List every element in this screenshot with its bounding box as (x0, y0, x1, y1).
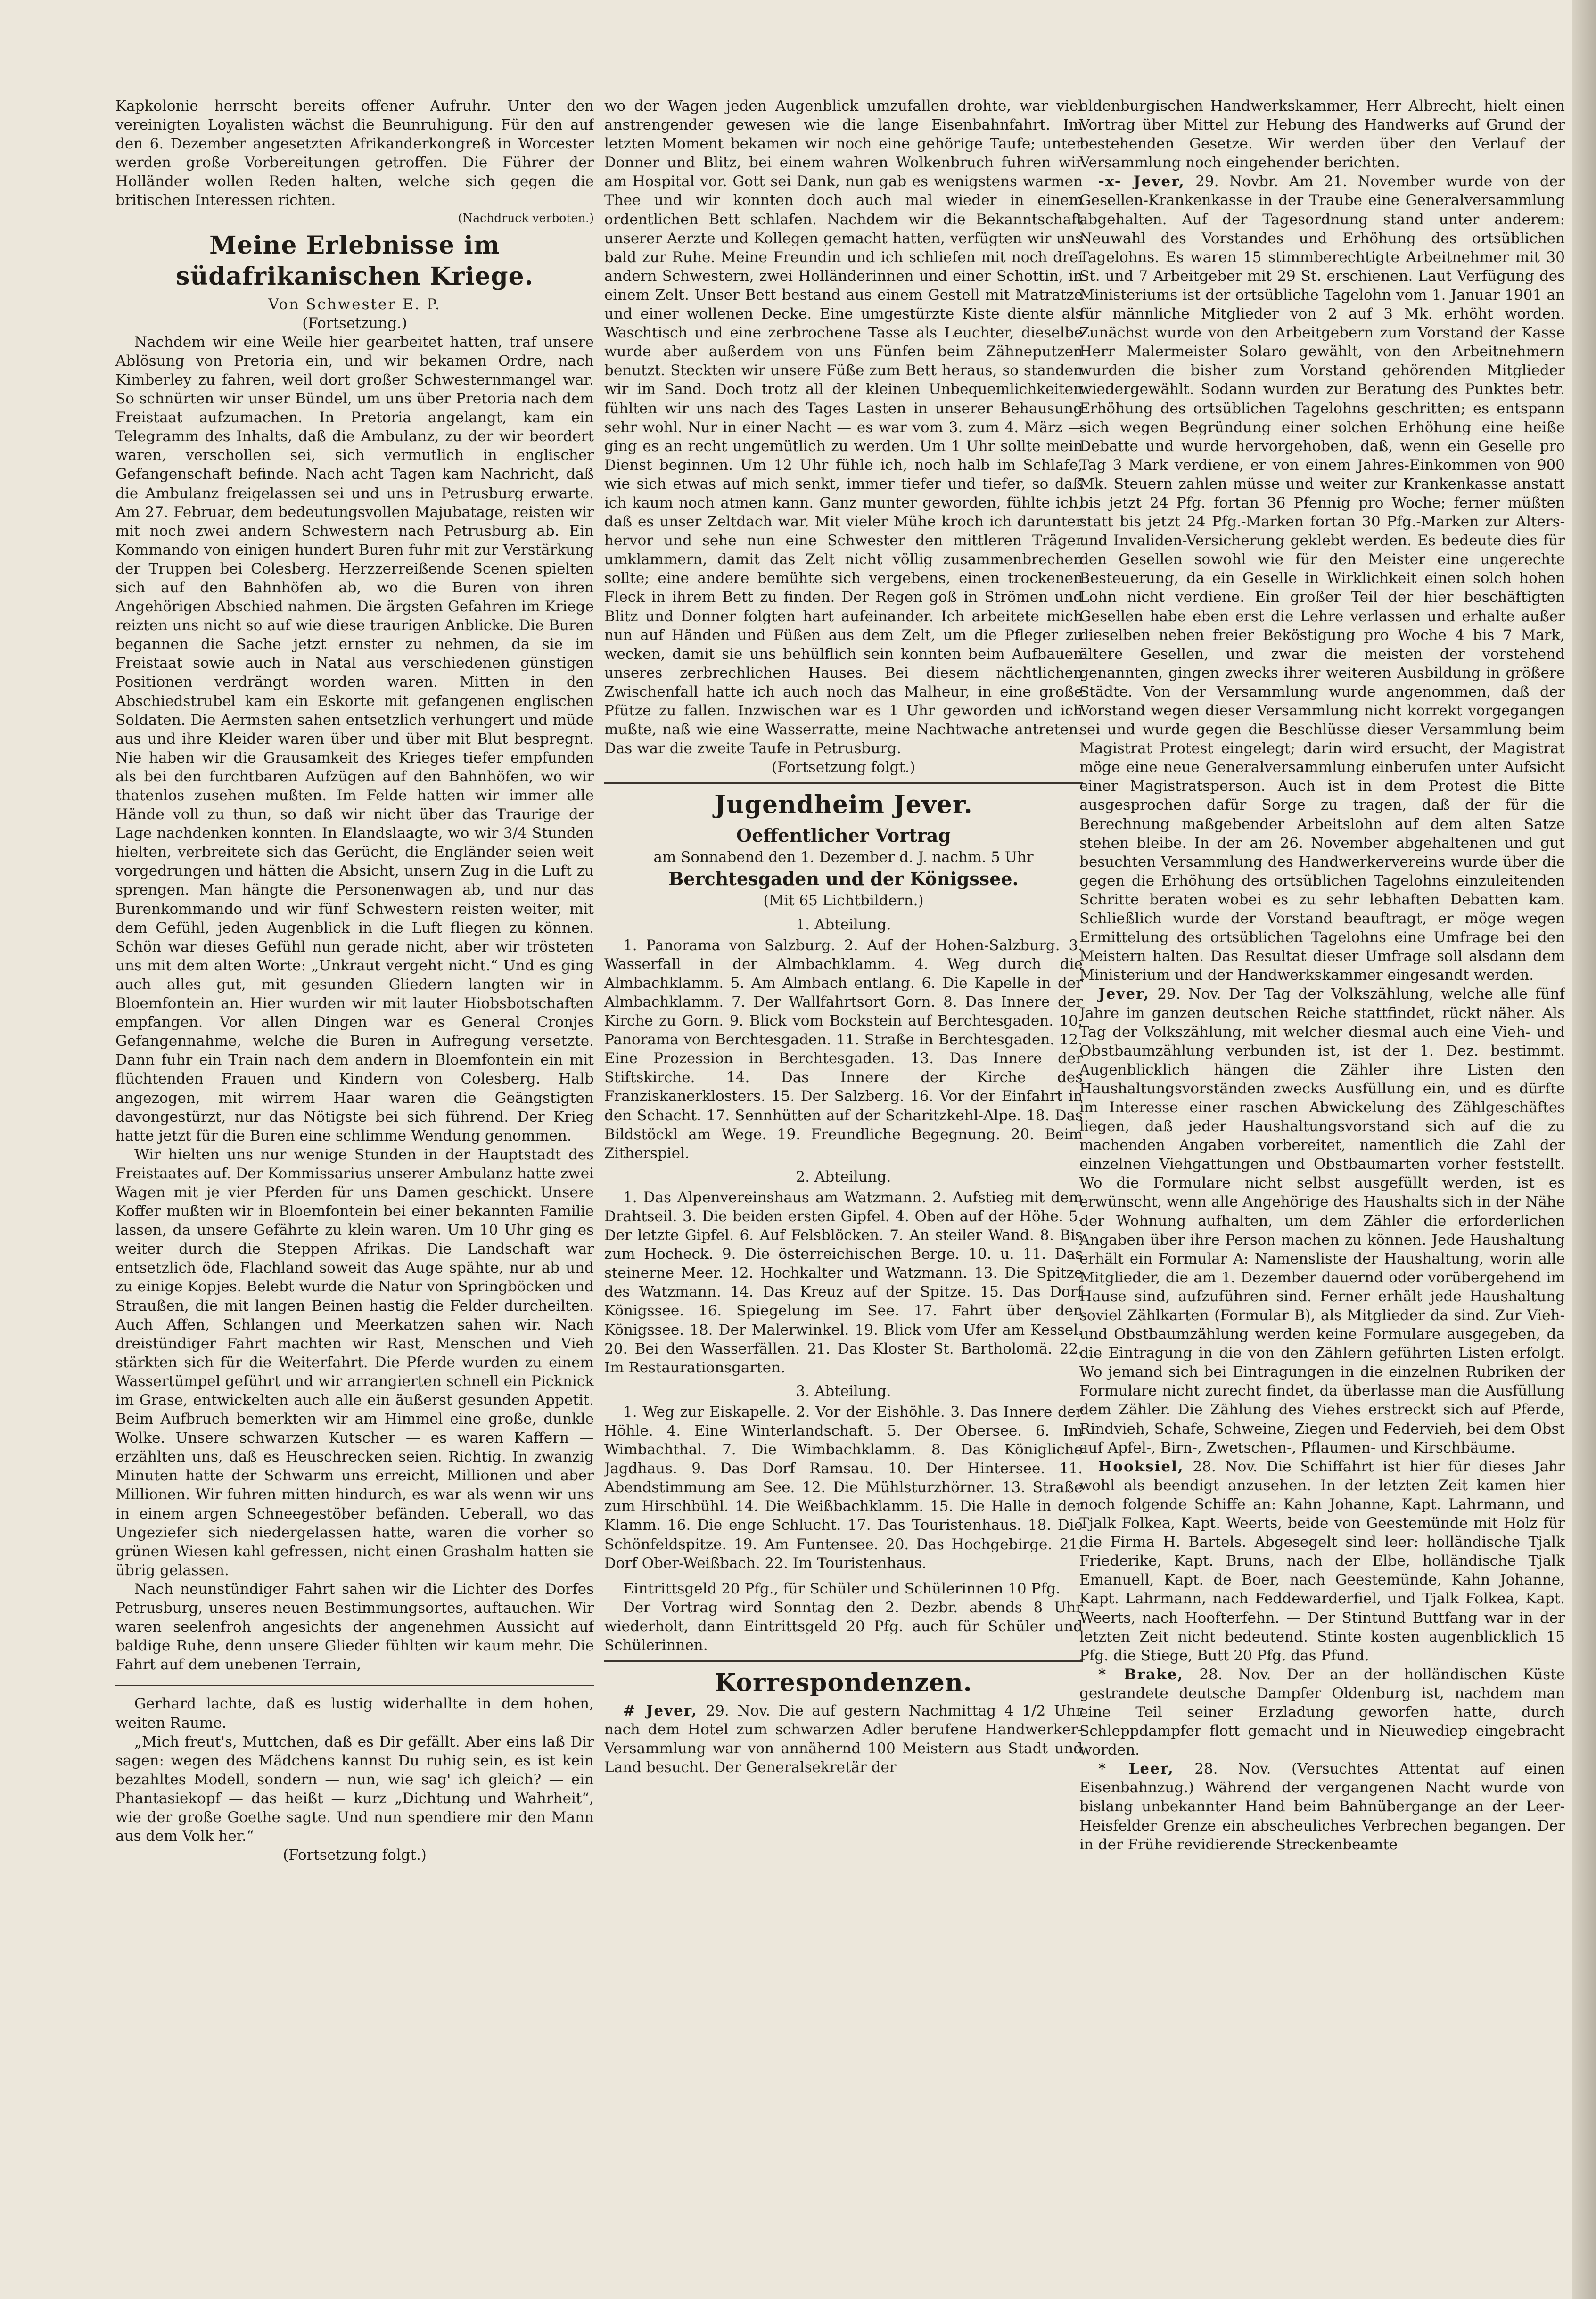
place-name: Jever, (1098, 985, 1150, 1003)
article-paragraph: Nach neunstündiger Fahrt sahen wir die Lichter des Dorfes Petrusburg, unseres neuen Bestimmungsortes, auftauchen. Wir waren seelenfroh angesichts der angenehmen Aussicht auf baldige Ruhe, denn unsere Glieder fühlten wir kaum mehr. Die Fahrt auf dem unebenen Terrain, (115, 1580, 594, 1674)
correspondence-title: Korrespondenzen. (715, 1668, 972, 1698)
ad-title: Jugendheim Jever. (714, 790, 973, 820)
place-name: Hooksiel, (1098, 1458, 1184, 1475)
section-title: 2. Abteilung. (796, 1168, 891, 1185)
column-2 (604, 97, 1083, 2265)
article-paragraph: wo der Wagen jeden Augenblick umzufallen drohte, war viel anstrengender gewesen wie die lange Eisenbahnfahrt. Im letzten Moment bekamen wir noch eine gehörige Taufe; unter Donner und Blitz, bei einem wahren Wolkenbruch fuhren wir am Hospital vor. Gott sei Dank, nun gab es wenigstens warmen Thee und wir konnten doch auch mal wieder in einem ordentlichen Bett schlafen. Nachdem wir die Bekanntschaft unserer Aerzte und Kollegen gemacht hatten, verfügten wir uns bald zur Ruhe. Meine Freundin und ich schliefen mit noch drei andern Schwestern, zwei Holländerinnen und einer Schottin, in einem Zelt. Unser Bett bestand aus einem Gestell mit Matratze und einer wollenen Decke. Eine umgestürzte Kiste diente als Waschtisch und eine zerbrochene Tasse als Leuchter, dieselbe wurde aber außerdem von uns Fünfen beim Zähneputzen benutzt. Steckten wir unsere Füße zum Bett heraus, so standen wir im Sand. Doch trotz all der kleinen Unbequemlichkeiten fühlten wir uns nach des Tages Lasten in unserer Behausung sehr wohl. Nur in einer Nacht — es war vom 3. zum 4. März — ging es an recht ungemütlich zu werden. Um 1 Uhr sollte mein Dienst beginnen. Um 12 Uhr fühle ich, noch halb im Schlafe, wie sich etwas auf mich senkt, immer tiefer und tiefer, so daß ich kaum noch atmen kann. Ganz munter geworden, fühlte ich, daß es unser Zeltdach war. Mit vieler Mühe kroch ich darunter hervor und sehe nun eine Schwester den mittleren Träger umklammern, damit das Zelt nicht völlig zusammenbrechen sollte; eine andere bemühte sich vergebens, einen trockenen Fleck in ihrem Bett zu finden. Der Regen goß in Strömen und Blitz und Donner folgten hart aufeinander. Ich arbeitete mich nun auf Händen und Füßen aus dem Zelt, um die Pfleger zu wecken, damit sie uns behülflich sein konnten beim Aufbauen unseres zerbrechlichen Hauses. Bei diesem nächtlichen Zwischenfall hatte ich auch noch das Malheur, in eine große Pfütze zu fallen. Inzwischen war es 1 Uhr geworden und ich mußte, naß wie eine Wasserratte, meine Nachtwache antreten. Das war die zweite Taufe in Petrusburg. (604, 98, 1083, 757)
section-title: 3. Abteilung. (796, 1382, 891, 1400)
section-title: 1. Abteilung. (796, 916, 891, 933)
place-name: # Jever, (623, 1702, 698, 1720)
news-paragraph: oldenburgischen Handwerkskammer, Herr Albrecht, hielt einen Vortrag über Mittel zur Hebung des Handwerks auf Grund der bestehenden Gesetze. Wir werden über den Verlauf der Versammlung noch eingehender berichten. (1079, 98, 1565, 172)
news-paragraph (1079, 1759, 1565, 1854)
column-1 (115, 97, 594, 2265)
place-name: * Leer, (1098, 1760, 1174, 1778)
correspondence-paragraph (604, 1701, 1083, 1777)
news-text: 28. Nov. Der an der holländischen Küste gestrandete deutsche Dampfer Oldenburg ist, nachdem man eine Teil seiner Erzladung geworfen hatte, durch Schleppdampfer flott gemacht und in Nieuwediep eingebracht worden. (1079, 1666, 1565, 1759)
program-list: 1. Panorama von Salzburg. 2. Auf der Hohen-Salzburg. 3. Wasserfall in der Almbachklamm. 4. Weg durch die Almbachklamm. 5. Am Almbach entlang. 6. Die Kapelle in der Almbachklamm. 7. Der Wallfahrtsort Gorn. 8. Das Innere der Kirche zu Gorn. 9. Blick vom Bockstein auf Berchtesgaden. 10. Panorama von Berchtesgaden. 11. Straße in Berchtesgaden. 12. Eine Prozession in Berchtesgaden. 13. Das Innere der Stiftskirche. 14. Das Innere der Kirche des Franziskanerklosters. 15. Der Salzberg. 16. Vor der Einfahrt in den Schacht. 17. Sennhütten auf der Scharitzkehl-Alpe. 18. Das Bildstöckl am Wege. 19. Freundliche Begegnung. 20. Beim Zitherspiel. (604, 936, 1083, 1162)
place-name: -x- Jever, (1098, 173, 1185, 190)
news-text: 29. Nov. Der Tag der Volkszählung, welche alle fünf Jahre im ganzen deutschen Reiche stattfindet, rückt näher. Als Tag der Volkszählung, mit welcher diesmal auch eine Vieh- und Obstbaumzählung verbunden ist, ist der 1. Dez. bestimmt. Augenblicklich hängen die Zähler ihre Listen den Haushaltungsvorständen zwecks Ausfüllung ein, und es dürfte im Interesse einer raschen Abwickelung des Zählgeschäftes liegen, daß jeder Haushaltungsvorstand sich auf die zu machenden Angaben vorbereitet, namentlich die Zahl der einzelnen Viehgattungen und Obstbaumarten vorher feststellt. Wo die Formulare nicht selbst ausgefüllt werden, ist es erwünscht, wenn alle Angehörige des Haushalts sich in der Nähe der Wohnung aufhalten, um dem Zähler die erforderlichen Angaben über ihre Person machen zu können. Jede Haushaltung erhält ein Formular A: Namensliste der Haushaltung, worin alle Mitglieder, die am 1. Dezember dauernd oder vorübergehend im Hause sind, aufzuführen sind. Ferner erhält jede Haushaltung soviel Zählkarten (Formular B), als Mitglieder da sind. Zur Vieh- und Obstbaumzählung werden keine Formulare ausgegeben, da die Eintragung in die von den Zählern geführten Listen erfolgt. Wo jemand sich bei Eintragungen in die einzelnen Rubriken der Formulare nicht zurecht findet, da überlasse man die Ausfüllung dem Zähler. Die Zählung des Viehes erstreckt sich auf Pferde, Rindvieh, Schafe, Schweine, Ziegen und Federvieh, bei dem Obst auf Apfel-, Birn-, Zwetschen-, Pflaumen- und Kirschbäume. (1079, 985, 1565, 1456)
continued-note: (Fortsetzung folgt.) (283, 1847, 427, 1864)
ad-topic: Berchtesgaden und der Königssee. (668, 868, 1019, 890)
ad-images: (Mit 65 Lichtbildern.) (763, 892, 924, 910)
ad-subtitle: Oeffentlicher Vortrag (736, 825, 951, 846)
reprint-note: (Nachdruck verboten.) (458, 211, 594, 225)
news-paragraph (1079, 1457, 1565, 1665)
article-paragraph: Nachdem wir eine Weile hier gearbeitet hatten, traf unsere Ablösung von Pretoria ein, und wir bekamen Ordre, nach Kimberley zu fahren, weil dort großer Schwesternmangel war. So schnürten wir unser Bündel, um uns über Pretoria nach dem Freistaat aufzumachen. In Pretoria angelangt, kam ein Telegramm des Inhalts, daß die Ambulanz, zu der wir beordert waren, verschollen sei, sich vermutlich in englischer Gefangenschaft befinde. Nach acht Tagen kam Nachricht, daß die Ambulanz freigelassen sei und uns in Petrusburg erwarte. Am 27. Februar, dem bedeutungsvollen Majubatage, reisten wir mit noch zwei andern Schwestern nach Petrusburg ab. Ein Kommando von einigen hundert Buren fuhr mit zur Verstärkung der Truppen bei Colesberg. Herzzerreißende Scenen spielten sich auf den Bahnhöfen ab, wo die Buren von ihren Angehörigen Abschied nahmen. Die ärgsten Gefahren im Kriege reizten uns nicht so auf wie diese traurigen Anblicke. Die Buren begannen die Sache jetzt ernster zu nehmen, da sie im Freistaat sowie auch in Natal aus verschiedenen günstigen Positionen verdrängt worden waren. Mitten in den Abschiedstrubel kam ein Eskorte mit gefangenen englischen Soldaten. Die Aermsten sahen entsetzlich verhungert und müde aus und ihre Kleider waren über und über mit Blut bespregnt. Nie haben wir die Grausamkeit des Krieges tiefer empfunden als bei den furchtbaren Aufzügen auf den Bahnhöfen, wo wir thatenlos zusehen mußten. Im Felde hatten wir immer alle Hände voll zu thun, so daß wir nicht über das Traurige der Lage nachdenken konnten. In Elandslaagte, wo wir 3/4 Stunden hielten, verbreitete sich das Gerücht, die Engländer seien weit vorgedrungen und hätten die Absicht, unsern Zug in die Luft zu sprengen. Man hängte die Personenwagen ab, und nur das Burenkommando und wir fünf Schwestern reisten weiter, mit dem Gefühl, jeden Augenblick in die Luft fliegen zu können. Schön war dieses Gefühl nun gerade nicht, aber wir trösteten uns mit dem alten Worte: „Unkraut vergeht nicht.“ Und es ging auch alles gut, mit gesunden Gliedern langten wir in Bloemfontein an. Hier wurden wir mit lauter Hiobsbotschaften empfangen. Vor allen Dingen war es General Cronjes Gefangennahme, welche die Buren in Aufregung versetzte. Dann fuhr ein Train nach dem andern in Bloemfontein ein mit flüchtenden Frauen und Kindern von Colesberg. Halb angezogen, mit wirrem Haar waren die Geängstigten davongestürzt, nur das Nötigste bei sich führend. Der Krieg hatte jetzt für die Buren eine schlimme Wendung genommen. (115, 333, 594, 1144)
entry-fee: Eintrittsgeld 20 Pfg., für Schüler und Schülerinnen 10 Pfg. (623, 1580, 1061, 1597)
article-paragraph: Wir hielten uns nur wenige Stunden in der Hauptstadt des Freistaates auf. Der Kommissarius unserer Ambulanz hatte zwei Wagen mit je vier Pferden für uns Damen geschickt. Unsere Koffer mußten wir in Bloemfontein bei einer bekannten Familie lassen, da unsere Gefährte zu klein waren. Um 10 Uhr ging es weiter durch die Steppen Afrikas. Die Landschaft war entsetzlich öde, Flachland soweit das Auge spähte, nur ab und zu einige Kopjes. Belebt wurde die Natur von Springböcken und Straußen, die mit langen Beinen hastig die Felder durcheilten. Auch Affen, Schlangen und Meerkatzen sahen wir. Nach dreistündiger Fahrt machten wir Rast, Menschen und Vieh stärkten sich für die Weiterfahrt. Die Pferde wurden zu einem Wassertümpel geführt und wir arrangierten schnell ein Picknick im Grase, entwickelten auch alle ein äußerst gesunden Appetit. Beim Aufbruch bemerkten wir am Himmel eine große, dunkle Wolke. Unsere schwarzen Kutscher — es waren Kaffern — erzählten uns, daß es Heuschrecken seien. Richtig. In zwanzig Minuten hatte der Schwarm uns erreicht, Millionen und aber Millionen. Wir fuhren mitten hindurch, es war als wenn wir uns in einem argen Schneegestöber befänden. Ueberall, wo das Ungeziefer sich niedergelassen hatte, waren die vorher so grünen Wiesen kahl gefressen, nicht einen Grashalm hatten sie übrig gelassen. (115, 1146, 594, 1579)
article-title: Meine Erlebnisse im südafrikanischen Kriege. (176, 230, 534, 291)
news-paragraph (1079, 172, 1565, 985)
section-divider (115, 1683, 594, 1686)
page-edge (1572, 0, 1596, 2299)
feuilleton-paragraph: „Mich freut's, Muttchen, daß es Dir gefällt. Aber eins laß Dir sagen: wegen des Mädchens kannst Du ruhig sein, es ist kein bezahltes Modell, sondern — nun, wie sag' ich gleich? — ein Phantasiekopf — das heißt — kurz „Dichtung und Wahrheit“, wie der große Goethe sagte. Und nun spendiere mir den Mann aus dem Volk her.“ (115, 1733, 594, 1845)
program-list: 1. Weg zur Eiskapelle. 2. Vor der Eishöhle. 3. Das Innere der Höhle. 4. Eine Winterlandschaft. 5. Der Obersee. 6. Im Wimbachthal. 7. Die Wimbachklamm. 8. Das Königliche Jagdhaus. 9. Das Dorf Ramsau. 10. Der Hintersee. 11. Abendstimmung am See. 12. Die Mühlsturzhörner. 13. Straße zum Hirschbühl. 14. Die Weißbachklamm. 15. Die Halle in der Klamm. 16. Die enge Schlucht. 17. Das Touristenhaus. 18. Die Schönfeldspitze. 19. Am Funtensee. 20. Das Hochgebirge. 21. Dorf Ober-Weißbach. 22. Im Touristenhaus. (604, 1403, 1083, 1572)
repeat-note: Der Vortrag wird Sonntag den 2. Dezbr. abends 8 Uhr wiederholt, dann Eintrittsgeld 20 Pfg. auch für Schüler und Schülerinnen. (604, 1599, 1083, 1654)
correspondence-text: 29. Nov. Die auf gestern Nachmittag 4 1/2 Uhr nach dem Hotel zum schwarzen Adler berufene Handwerker-Versammlung war von annähernd 100 Meistern aus Stadt und Land besucht. Der Generalsekretär der (604, 1702, 1083, 1776)
news-paragraph (1079, 1665, 1565, 1759)
ad-date: am Sonnabend den 1. Dezember d. J. nachm. 5 Uhr (653, 849, 1034, 866)
continued-note: (Fortsetzung folgt.) (772, 759, 915, 776)
news-paragraph (1079, 985, 1565, 1457)
feuilleton-paragraph: Gerhard lachte, daß es lustig widerhallte in dem hohen, weiten Raume. (115, 1695, 594, 1732)
news-text: 28. Nov. Die Schiffahrt ist hier für dieses Jahr wohl als beendigt anzusehen. In der letzten Zeit kamen hier noch folgende Schiffe an: Kahn Johanne, Kapt. Lahrmann, und Tjalk Folkea, Kapt. Weerts, beide von Geestemünde mit Holz für die Firma H. Bartels. Abgesegelt sind leer: holländische Tjalk Friederike, Kapt. Bruns, nach der Elbe, holländische Tjalk Emanuell, Kapt. de Boer, nach Geestemünde, Kahn Johanne, Kapt. Lahrmann, nach Feddewarderfiel, und Tjalk Folkea, Kapt. Weerts, nach Hoofterfehn. — Der Stintund Buttfang war in der letzten Zeit nicht bedeutend. Stinte kosten augenblicklich 15 Pfg. die Stiege, Butt 20 Pfg. das Pfund. (1079, 1458, 1565, 1664)
column-3 (1079, 97, 1565, 2265)
continuation-note: (Fortsetzung.) (302, 314, 407, 332)
section-divider (604, 1660, 1083, 1662)
article-author: Von Schwester E. P. (268, 296, 441, 313)
news-text: 28. Nov. (Versuchtes Attentat auf einen Eisenbahnzug.) Während der vergangenen Nacht wurde von bislang unbekannter Hand beim Bahnübergange an der Leer-Heisfelder Grenze ein abscheuliches Verbrechen begangen. Der in der Frühe revidierende Streckenbeamte (1079, 1760, 1565, 1853)
kapkolonie-paragraph: Kapkolonie herrscht bereits offener Aufruhr. Unter den vereinigten Loyalisten wächst die Beunruhigung. Für den auf den 6. Dezember angesetzten Afrikanderkongreß in Worcester werden große Vorbereitungen getroffen. Die Führer der Holländer wollen Reden halten, welche sich gegen die britischen Interessen richten. (115, 98, 594, 209)
place-name: * Brake, (1098, 1666, 1184, 1683)
program-list: 1. Das Alpenvereinshaus am Watzmann. 2. Aufstieg mit dem Drahtseil. 3. Die beiden ersten Gipfel. 4. Oben auf der Höhe. 5. Der letzte Gipfel. 6. Auf Felsblöcken. 7. An steiler Wand. 8. Bis zum Hocheck. 9. Die österreichischen Berge. 10. u. 11. Das steinerne Meer. 12. Hochkalter und Watzmann. 13. Die Spitze des Watzmann. 14. Das Kreuz auf der Spitze. 15. Das Dorf Königssee. 16. Spiegelung im See. 17. Fahrt über den Königssee. 18. Der Malerwinkel. 19. Blick vom Ufer am Kessel. 20. Bei den Wasserfällen. 21. Das Kloster St. Bartholomä. 22. Im Restaurationsgarten. (604, 1189, 1083, 1376)
section-divider (604, 782, 1083, 784)
news-text: 29. Novbr. Am 21. November wurde von der Gesellen-Krankenkasse in der Traube eine Generalversammlung abgehalten. Auf der Tagesordnung stand unter anderem: Neuwahl des Vorstandes und Erhöhung des ortsüblichen Tagelohns. Es waren 15 stimmberechtigte Arbeitnehmer mit 30 St. und 7 Arbeitgeber mit 29 St. erschienen. Laut Verfügung des Ministeriums ist der ortsübliche Tagelohn vom 1. Januar 1901 an für männliche Mitglieder von 2 auf 3 Mk. erhöht worden. Zunächst wurde von den Arbeitgebern zum Vorstand der Kasse Herr Malermeister Solaro gewählt, von den Arbeitnehmern wurden die bisher zum Vorstand gehörenden Mitglieder wiedergewählt. Sodann wurden zur Beratung des Punktes betr. Erhöhung des ortsüblichen Tagelohns geschritten; es entspann sich wegen Begründung einer solchen Erhöhung eine heiße Debatte und wurde hervorgehoben, daß, wenn ein Geselle pro Tag 3 Mark verdiene, er von einem Jahres-Einkommen von 900 Mk. Steuern zahlen müsse und weiter zur Krankenkasse anstatt bis jetzt 24 Pfg. fortan 36 Pfennig pro Woche; ferner müßten statt bis jetzt 24 Pfg.-Marken fortan 30 Pfg.-Marken zur Alters- und Invaliden-Versicherung geklebt werden. Es bedeute dies für den Gesellen sowohl wie für den Meister eine ungerechte Besteuerung, da ein Geselle in Wirklichkeit einen solch hohen Lohn nicht verdiene. Ein großer Teil der hier beschäftigten Gesellen habe eben erst die Lehre verlassen und erhalte außer dieselben neben freier Beköstigung pro Woche 4 bis 7 Mark, ältere Gesellen, und zwar die meisten der vorstehend genannten, gingen zwecks ihrer weiteren Ausbildung in größere Städte. Von der Versammlung wurde angenommen, daß der Vorstand wegen dieser Versammlung nicht korrekt vorgegangen sei und wurde gegen die Beschlüsse dieser Versammlung beim Magistrat Protest eingelegt; darin wird ersucht, der Magistrat möge eine neue Generalversammlung einberufen unter Aufsicht einer Magistratsperson. Auch ist in dem Protest die Bitte ausgesprochen dafür Sorge zu tragen, daß der für die Berechnung maßgebender Arbeitslohn auf dem alten Satze stehen bleibe. In der am 26. November abgehaltenen und gut besuchten Versammlung des Handwerkervereins wurde über die gegen die Erhöhung des ortsüblichen Tagelohns einzuleitenden Schritte beraten wobei es zu sehr lebhaften Debatten kam. Schließlich wurde der Vorstand beauftragt, er möge wegen Ermittelung des ortsüblichen Tagelohns eine Umfrage bei den Meistern halten. Das Resultat dieser Umfrage soll alsdann dem Ministerium und der Handwerkskammer eingesandt werden. (1079, 173, 1565, 984)
